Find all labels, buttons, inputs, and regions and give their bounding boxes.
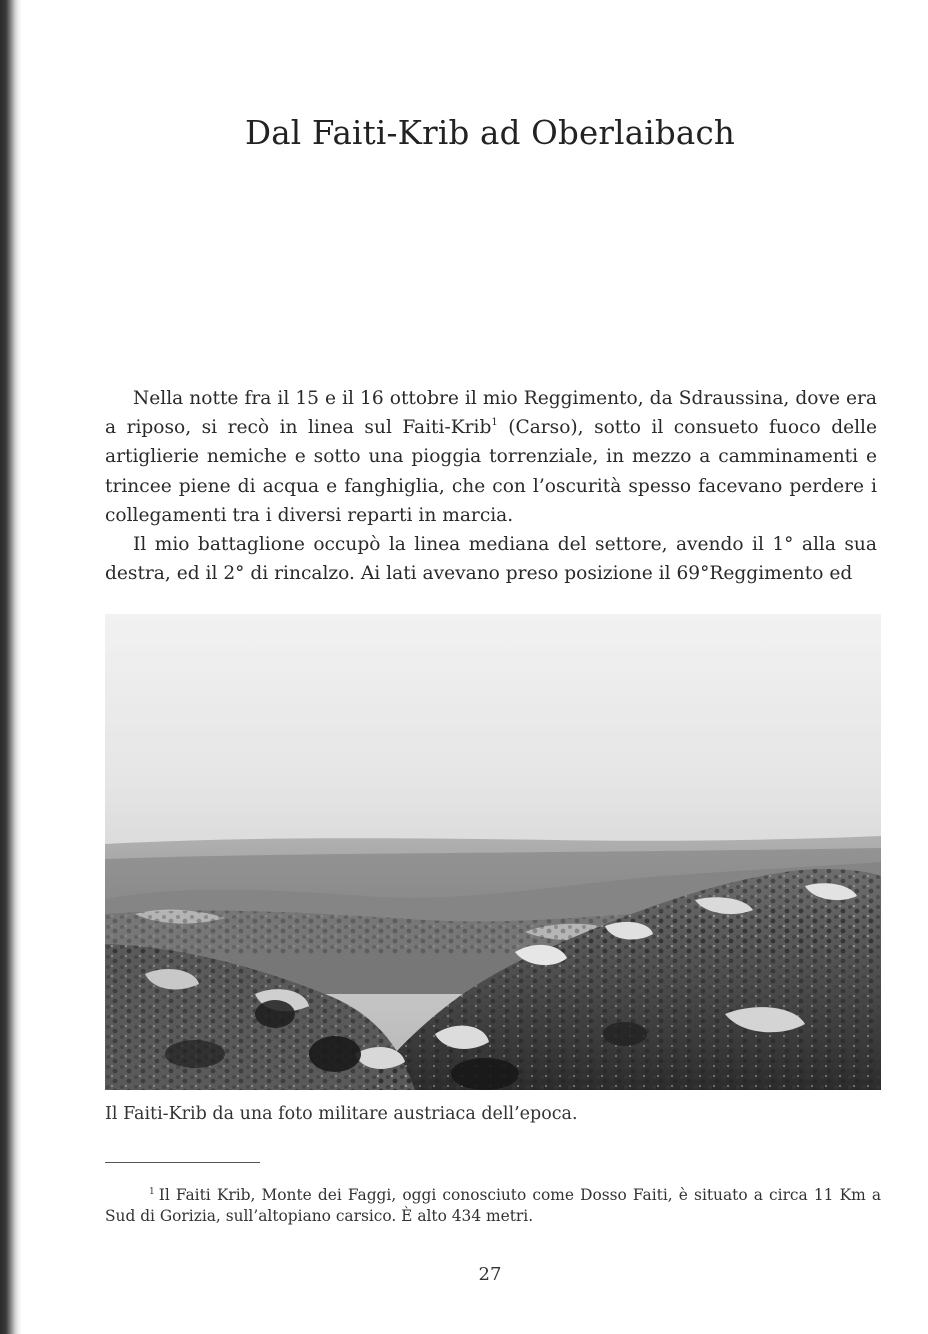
page-number: 27 [478, 1264, 502, 1285]
paragraph-1-text-a: Nella notte fra il 15 e il 16 ottobre il mio Reggimento, da Sdraussina, dove era a riposo, si recò in linea sul Faiti-Krib [105, 388, 877, 439]
paragraph-2: Il mio battaglione occupò la linea mediana del settore, avendo il 1° alla sua destra, ed il 2° di rincalzo. Ai lati avevano preso posizione il 69°Reggimento ed [105, 534, 877, 585]
chapter-title: Dal Faiti-Krib ad Oberlaibach [244, 114, 736, 152]
footnote-mark: 1 [149, 1187, 155, 1197]
book-spine-shadow [0, 0, 22, 1334]
footnote [105, 1182, 881, 1227]
footnote-separator [105, 1162, 260, 1163]
landscape-photo [105, 614, 881, 1090]
paragraph-1 [105, 384, 877, 530]
footnote-reference: 1 [491, 417, 498, 429]
footnote-text: Il Faiti Krib, Monte dei Faggi, oggi conosciuto come Dosso Faiti, è situato a circa 11 Km a Sud di Gorizia, sull’altopiano carsico. È alto 434 metri. [105, 1186, 881, 1225]
photo-caption: Il Faiti-Krib da una foto militare austriaca dell’epoca. [105, 1104, 578, 1124]
body-text [105, 384, 877, 588]
paragraph-1-text-b: (Carso), sotto il consueto fuoco delle artiglierie nemiche e sotto una pioggia torrenziale, in mezzo a camminamenti e trincee piene di acqua e fanghiglia, che con l’oscurità spesso facevano perdere i collegamenti tra i diversi reparti in marcia. [105, 417, 877, 526]
